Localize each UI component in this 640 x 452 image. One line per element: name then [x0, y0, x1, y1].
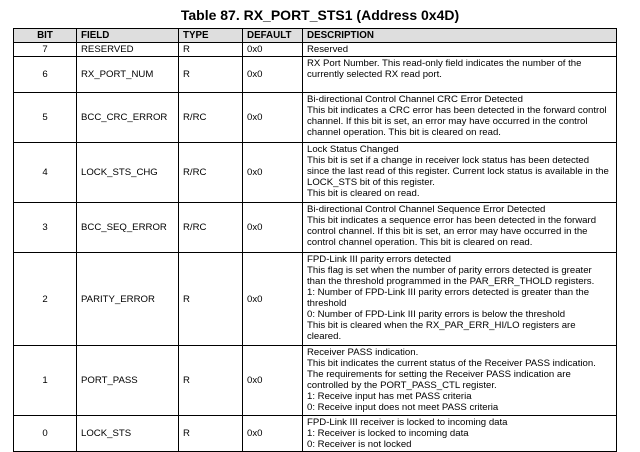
- description-line: FPD-Link III receiver is locked to incoming data: [307, 417, 508, 428]
- cell-default: 0x0: [243, 93, 303, 143]
- table-row: [14, 57, 617, 93]
- description-line: 0: Receiver is not locked: [307, 439, 412, 450]
- description-line: This bit indicates the current status of the Receiver PASS indication. The requirements for setting the Receiver PASS indication are controlled by the PORT_PASS_CTL register.: [307, 358, 596, 391]
- cell-bit: 6: [14, 57, 77, 93]
- cell-type: R: [179, 57, 243, 93]
- description-line: Reserved: [307, 44, 349, 55]
- description-line: Bi-directional Control Channel Sequence Error Detected: [307, 204, 546, 215]
- cell-type: R: [179, 253, 243, 346]
- description-line: 1: Receive input has met PASS criteria: [307, 391, 472, 402]
- cell-field: BCC_SEQ_ERROR: [77, 203, 179, 253]
- cell-default: 0x0: [243, 346, 303, 416]
- cell-type: R: [179, 43, 243, 57]
- table-row: [14, 253, 617, 346]
- cell-type: R/RC: [179, 93, 243, 143]
- description-line: 0: Receive input does not meet PASS criteria: [307, 402, 499, 413]
- table-row: [14, 203, 617, 253]
- description-line: This flag is set when the number of parity errors detected is greater than the threshold programmed in the PAR_ERR_THOLD registers.: [307, 265, 595, 287]
- cell-bit: 4: [14, 143, 77, 203]
- cell-field: LOCK_STS_CHG: [77, 143, 179, 203]
- header-bit: BIT: [14, 29, 77, 43]
- cell-description: [303, 57, 617, 93]
- register-table: [13, 28, 617, 452]
- table-row: [14, 346, 617, 416]
- description-line: Lock Status Changed: [307, 144, 399, 155]
- table-row: [14, 416, 617, 452]
- cell-default: 0x0: [243, 43, 303, 57]
- cell-field: LOCK_STS: [77, 416, 179, 452]
- cell-field: PARITY_ERROR: [77, 253, 179, 346]
- cell-bit: 5: [14, 93, 77, 143]
- cell-description: [303, 93, 617, 143]
- cell-type: R: [179, 346, 243, 416]
- cell-description: [303, 143, 617, 203]
- table-row: [14, 43, 617, 57]
- table-row: [14, 143, 617, 203]
- cell-type: R/RC: [179, 143, 243, 203]
- cell-default: 0x0: [243, 143, 303, 203]
- description-line: This bit indicates a sequence error has been detected in the forward control channel. If this bit is set, an error may have occurred in the control channel operation. This bit is cleared on read.: [307, 215, 597, 248]
- cell-description: [303, 253, 617, 346]
- table-row: [14, 93, 617, 143]
- cell-description: [303, 346, 617, 416]
- cell-default: 0x0: [243, 203, 303, 253]
- cell-type: R/RC: [179, 203, 243, 253]
- header-description: DESCRIPTION: [303, 29, 617, 43]
- cell-default: 0x0: [243, 416, 303, 452]
- cell-description: [303, 416, 617, 452]
- table-header-row: [14, 29, 617, 43]
- description-line: Bi-directional Control Channel CRC Error Detected: [307, 94, 523, 105]
- cell-bit: 2: [14, 253, 77, 346]
- description-line: This bit is set if a change in receiver lock status has been detected since the last read of this register. Current lock status is available in the LOCK_STS bit of this register.: [307, 155, 609, 188]
- description-line: RX Port Number. This read-only field indicates the number of the currently selected RX read port.: [307, 58, 582, 80]
- cell-field: PORT_PASS: [77, 346, 179, 416]
- cell-description: [303, 203, 617, 253]
- header-default: DEFAULT: [243, 29, 303, 43]
- description-line: Receiver PASS indication.: [307, 347, 419, 358]
- cell-bit: 1: [14, 346, 77, 416]
- description-line: This bit is cleared on read.: [307, 188, 420, 199]
- cell-field: RX_PORT_NUM: [77, 57, 179, 93]
- cell-default: 0x0: [243, 253, 303, 346]
- cell-default: 0x0: [243, 57, 303, 93]
- table-caption: Table 87. RX_PORT_STS1 (Address 0x4D): [180, 7, 460, 23]
- header-type: TYPE: [179, 29, 243, 43]
- cell-description: [303, 43, 617, 57]
- description-line: 0: Number of FPD-Link III parity errors is below the threshold: [307, 309, 566, 320]
- cell-field: BCC_CRC_ERROR: [77, 93, 179, 143]
- cell-type: R: [179, 416, 243, 452]
- cell-bit: 0: [14, 416, 77, 452]
- description-line: 1: Number of FPD-Link III parity errors detected is greater than the threshold: [307, 287, 590, 309]
- cell-bit: 3: [14, 203, 77, 253]
- cell-field: RESERVED: [77, 43, 179, 57]
- description-line: 1: Receiver is locked to incoming data: [307, 428, 469, 439]
- header-field: FIELD: [77, 29, 179, 43]
- description-line: This bit indicates a CRC error has been detected in the forward control channel. If this bit is set, an error may have occurred in the control channel operation. This bit is cleared on read.: [307, 105, 607, 138]
- description-line: FPD-Link III parity errors detected: [307, 254, 451, 265]
- description-line: This bit is cleared when the RX_PAR_ERR_HI/LO registers are cleared.: [307, 320, 576, 342]
- cell-bit: 7: [14, 43, 77, 57]
